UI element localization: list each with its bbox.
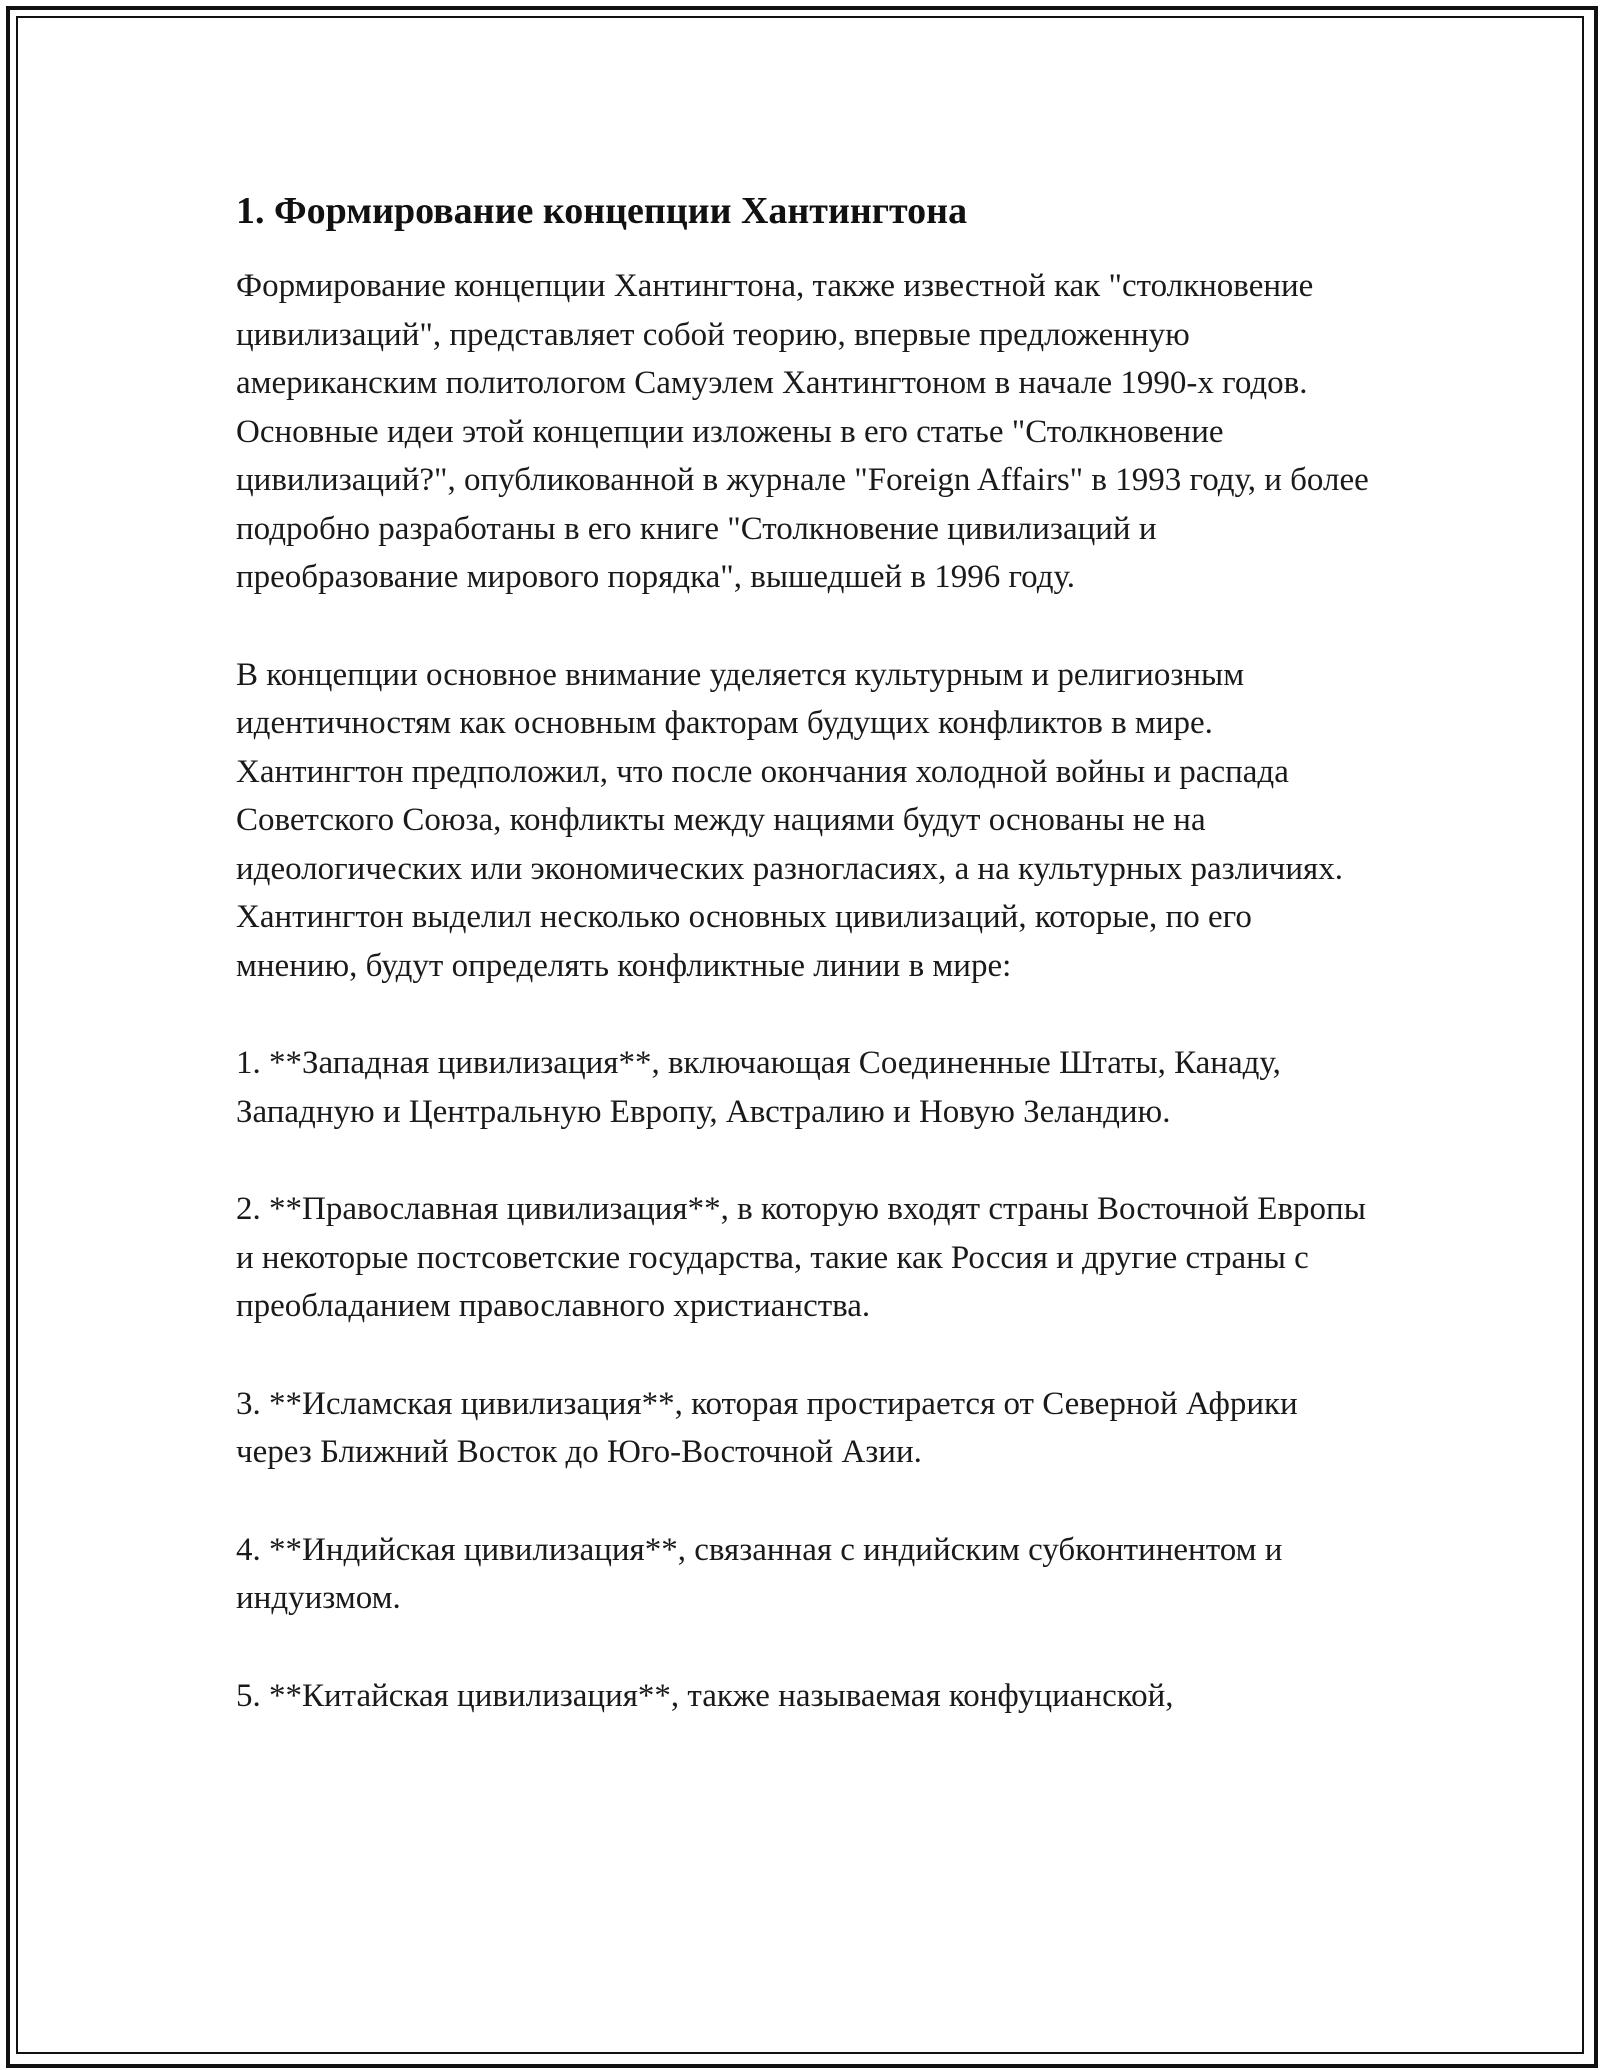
paragraph-intro: Формирование концепции Хантингтона, также известной как "столкновение цивилизаций", представляет собой теорию, впервые предложенную американским политологом Самуэлем Хантингтоном в начале 1990-х годов. Основные идеи этой концепции изложены в его статье "Столкновение цивилизаций?", опубликованной в журнале "Foreign Affairs" в 1993 году, и более подробно разработаны в его книге "Столкновение цивилизаций и преобразование мирового порядка", вышедшей в 1996 году. — [236, 268, 1369, 595]
paragraph-concept: В концепции основное внимание уделяется культурным и религиозным идентичностям как основным факторам будущих конфликтов в мире. Хантингтон предположил, что после окончания холодной войны и распада Советского Союза, конфликты между нациями будут основаны не на идеологических или экономических разногласиях, а на культурных различиях. Хантингтон выделил несколько основных цивилизаций, которые, по его мнению, будут определять конфликтные линии в мире: — [236, 656, 1343, 984]
list-item-indian: 4. **Индийская цивилизация**, связанная с индийским субконтинентом и индуизмом. — [236, 1531, 1283, 1616]
list-item-orthodox: 2. **Православная цивилизация**, в которую входят страны Восточной Европы и некоторые постсоветские государства, такие как Россия и другие страны с преобладанием православного христианства. — [236, 1191, 1366, 1324]
document-body — [236, 186, 1376, 1769]
list-item-chinese: 5. **Китайская цивилизация**, также называемая конфуцианской, — [236, 1677, 1174, 1714]
list-item-islamic: 3. **Исламская цивилизация**, которая простирается от Северной Африки через Ближний Восток до Юго-Восточной Азии. — [236, 1385, 1298, 1470]
section-heading: 1. Формирование концепции Хантингтона — [236, 190, 968, 232]
list-item-western: 1. **Западная цивилизация**, включающая Соединенные Штаты, Канаду, Западную и Центральную Европу, Австралию и Новую Зеландию. — [236, 1045, 1281, 1130]
